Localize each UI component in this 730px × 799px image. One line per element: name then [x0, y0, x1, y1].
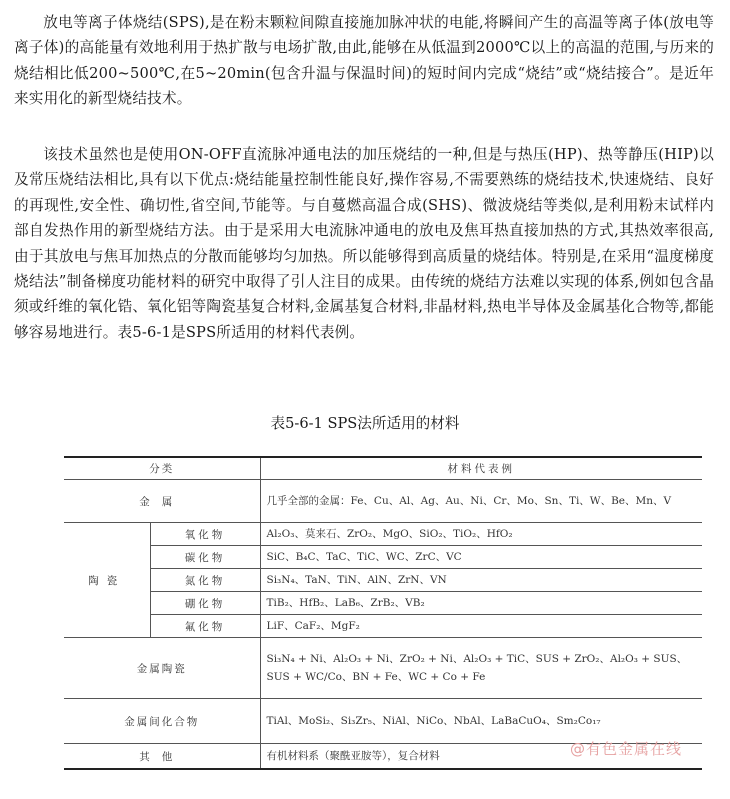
subcategory-carbide: 碳化物: [150, 546, 260, 569]
category-cermet: 金属陶瓷: [64, 638, 260, 699]
table-row-oxide: [64, 523, 702, 546]
subcategory-fluoride: 氟化物: [150, 615, 260, 638]
category-ceramics: 陶瓷: [64, 523, 150, 638]
table-row-intermetallic: [64, 699, 702, 744]
table-row-nitride: [64, 569, 702, 592]
header-examples: 材料代表例: [260, 457, 702, 480]
category-other: 其他: [64, 744, 260, 770]
watermark: @有色金属在线: [570, 740, 683, 758]
examples-carbide: SiC、B₄C、TaC、TiC、WC、ZrC、VC: [260, 546, 702, 569]
table-row-metal: [64, 480, 702, 523]
examples-oxide: Al₂O₃、莫来石、ZrO₂、MgO、SiO₂、TiO₂、HfO₂: [260, 523, 702, 546]
table-row-boride: [64, 592, 702, 615]
table-header-row: [64, 457, 702, 480]
table-row-fluoride: [64, 615, 702, 638]
examples-intermetallic: TiAl、MoSi₂、Si₃Zr₅、NiAl、NiCo、NbAl、LaBaCuO₄、Sm₂Co₁₇: [260, 699, 702, 744]
table-row-carbide: [64, 546, 702, 569]
category-intermetallic: 金属间化合物: [64, 699, 260, 744]
table-row-cermet: [64, 638, 702, 699]
paragraph-1: 放电等离子体烧结(SPS),是在粉末颗粒间隙直接施加脉冲状的电能,将瞬间产生的高温等离子体(放电等离子体)的高能量有效地利用于热扩散与电场扩散,由此,能够在从低温到2000℃以上的高温的范围,与历来的烧结相比低200~500℃,在5~20min(包含升温与保温时间)的短时间内完成“烧结”或“烧结接合”。是近年来实用化的新型烧结技术。: [14, 14, 714, 108]
examples-fluoride: LiF、CaF₂、MgF₂: [260, 615, 702, 638]
table-caption: 表5-6-1 SPS法所适用的材料: [270, 415, 460, 432]
examples-cermet: Si₃N₄ + Ni、Al₂O₃ + Ni、ZrO₂ + Ni、Al₂O₃ + TiC、SUS + ZrO₂、Al₂O₃ + SUS、SUS + WC/Co、BN + Fe、WC + Co + Fe: [260, 638, 702, 699]
examples-boride: TiB₂、HfB₂、LaB₆、ZrB₂、VB₂: [260, 592, 702, 615]
category-metal: 金属: [64, 480, 260, 523]
header-category: 分类: [64, 457, 260, 480]
subcategory-oxide: 氧化物: [150, 523, 260, 546]
examples-nitride: Si₃N₄、TaN、TiN、AlN、ZrN、VN: [260, 569, 702, 592]
paragraph-2: 该技术虽然也是使用ON-OFF直流脉冲通电法的加压烧结的一种,但是与热压(HP)、热等静压(HIP)以及常压烧结法相比,具有以下优点:烧结能量控制性能良好,操作容易,不需要熟练的烧结技术,快速烧结、良好的再现性,安全性、确切性,省空间,节能等。与自蔓燃高温合成(SHS)、微波烧结等类似,是利用粉末试样内部自发热作用的新型烧结方法。由于是采用大电流脉冲通电的放电及焦耳热直接加热的方式,其热效率很高,由于其放电与焦耳加热点的分散而能够均匀加热。所以能够得到高质量的烧结体。特别是,在采用“温度梯度烧结法”制备梯度功能材料的研究中取得了引人注目的成果。由传统的烧结方法难以实现的体系,例如包含晶须或纤维的氧化锆、氧化铝等陶瓷基复合材料,金属基复合材料,非晶材料,热电半导体及金属基化合物等,都能够容易地进行。表5-6-1是SPS所适用的材料代表例。: [14, 146, 714, 341]
examples-other: 有机材料系（聚酰亚胺等），复合材料: [260, 744, 702, 770]
subcategory-nitride: 氮化物: [150, 569, 260, 592]
subcategory-boride: 硼化物: [150, 592, 260, 615]
examples-metal: 几乎全部的金属：Fe、Cu、Al、Ag、Au、Ni、Cr、Mo、Sn、Ti、W、Be、Mn、V: [260, 480, 702, 523]
materials-table: [64, 456, 702, 770]
